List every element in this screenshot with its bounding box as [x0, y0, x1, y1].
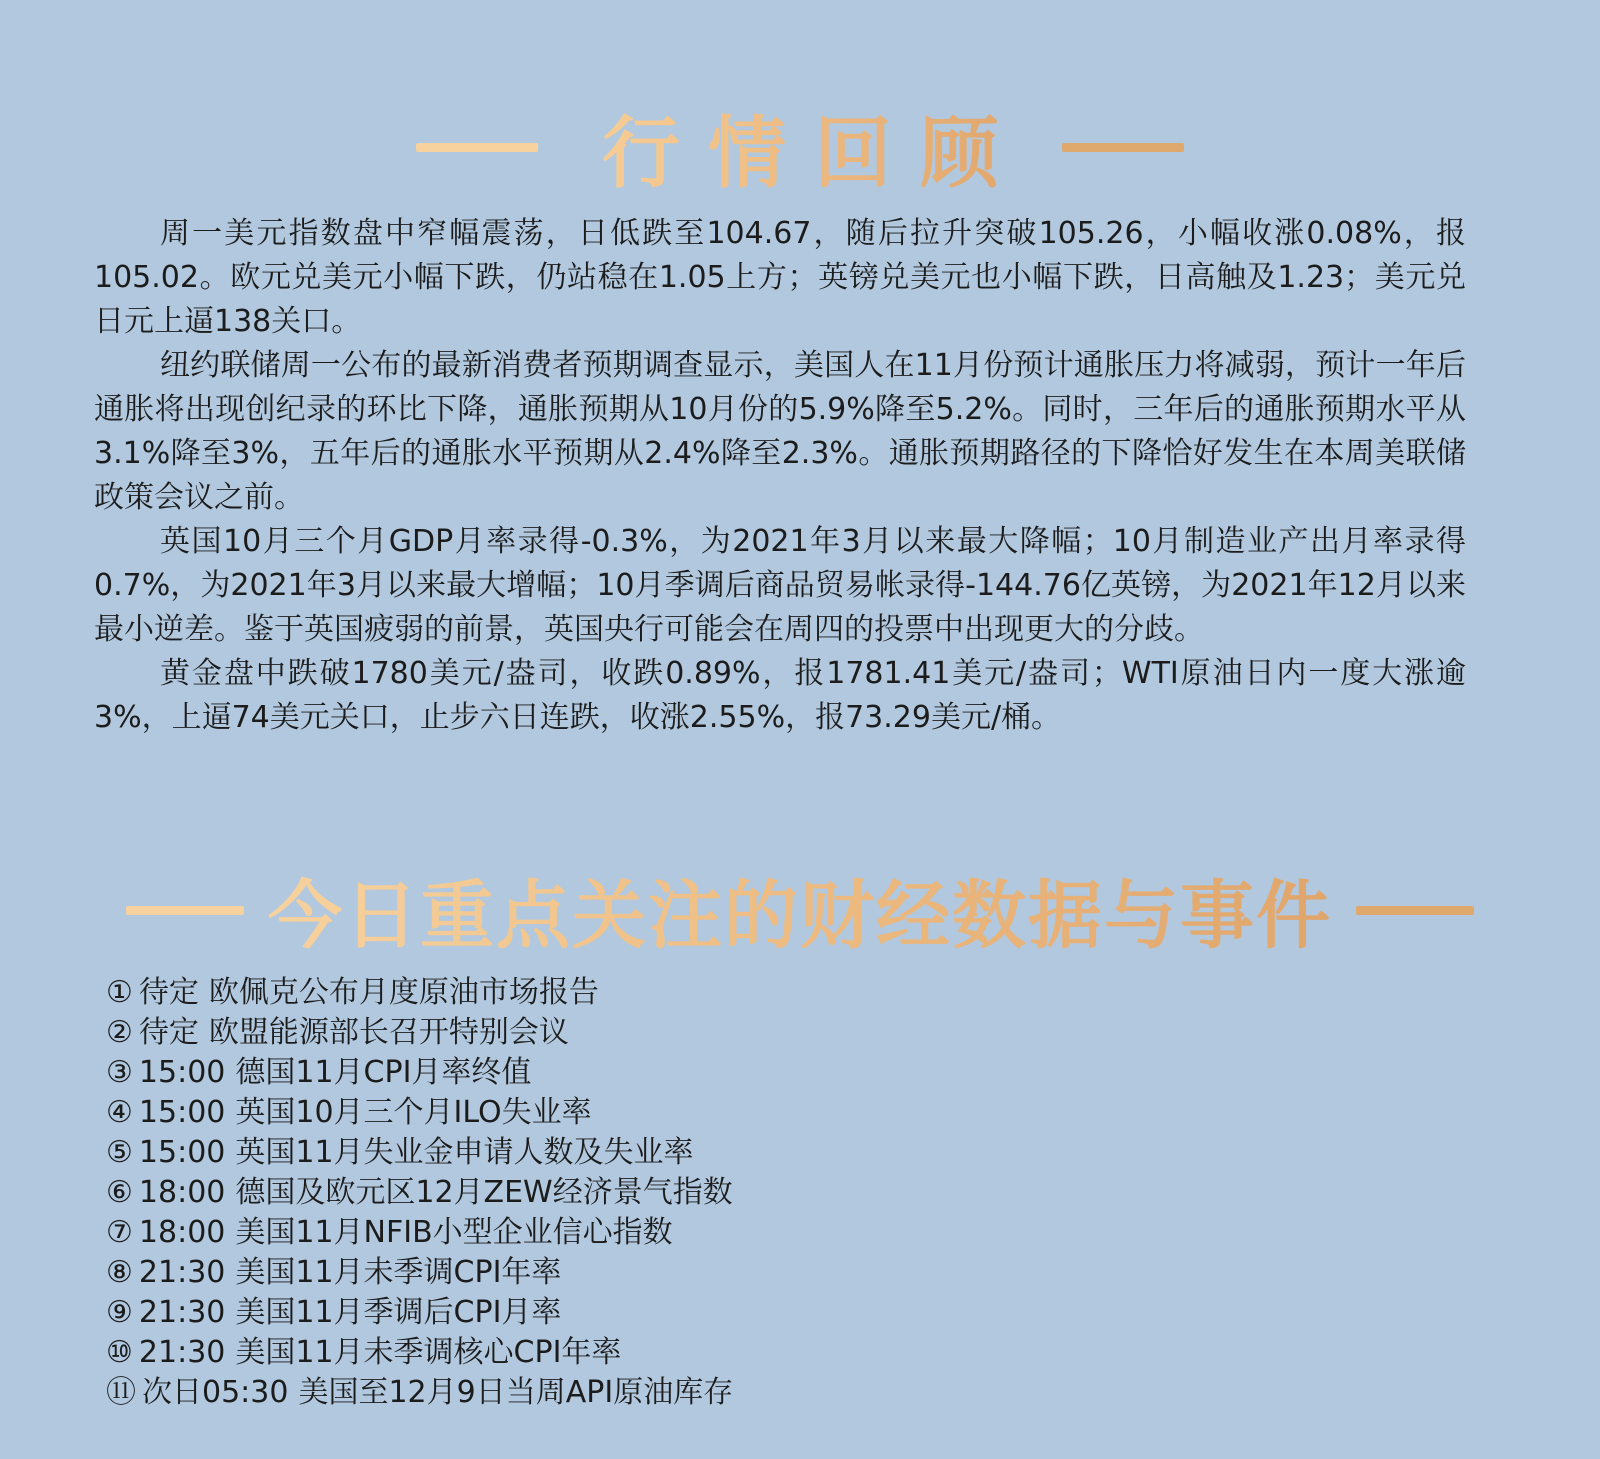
- event-description: 美国11月未季调CPI年率: [235, 1255, 562, 1290]
- event-item: [106, 1053, 733, 1093]
- event-description: 美国11月季调后CPI月率: [235, 1295, 562, 1330]
- event-number: ⑥: [106, 1175, 133, 1210]
- event-number: ⑧: [106, 1255, 133, 1290]
- event-number: ③: [106, 1055, 133, 1090]
- review-paragraph: 纽约联储周一公布的最新消费者预期调查显示，美国人在11月份预计通胀压力将减弱，预计一年后通胀将出现创纪录的环比下降，通胀预期从10月份的5.9%降至5.2%。同时，三年后的通胀预期水平从3.1%降至3%，五年后的通胀水平预期从2.4%降至2.3%。通胀预期路径的下降恰好发生在本周美联储政策会议之前。: [94, 348, 1466, 515]
- heading-rule-right: [1356, 906, 1474, 915]
- event-number: ②: [106, 1015, 133, 1050]
- event-description: 德国11月CPI月率终值: [235, 1055, 532, 1090]
- event-description: 美国11月NFIB小型企业信心指数: [235, 1215, 673, 1250]
- event-item: [106, 1133, 733, 1173]
- event-item: [106, 973, 733, 1013]
- review-body: [94, 212, 1466, 740]
- review-paragraph: 黄金盘中跌破1780美元/盎司，收跌0.89%，报1781.41美元/盎司；WTI原油日内一度大涨逾3%，上逼74美元关口，止步六日连跌，收涨2.55%，报73.29美元/桶。: [94, 656, 1466, 735]
- review-title: 行情回顾: [602, 91, 1026, 203]
- event-item: [106, 1013, 733, 1053]
- event-time: 21:30: [138, 1255, 226, 1290]
- event-item: [106, 1253, 733, 1293]
- event-description: 英国10月三个月ILO失业率: [235, 1095, 592, 1130]
- event-description: 欧佩克公布月度原油市场报告: [208, 975, 599, 1010]
- event-time: 待定: [138, 1015, 199, 1050]
- event-number: ⑪: [106, 1375, 136, 1410]
- event-time: 21:30: [138, 1335, 226, 1370]
- event-time: 15:00: [138, 1135, 226, 1170]
- event-number: ⑦: [106, 1215, 133, 1250]
- event-number: ④: [106, 1095, 133, 1130]
- event-description: 英国11月失业金申请人数及失业率: [235, 1135, 694, 1170]
- event-item: [106, 1333, 733, 1373]
- event-item: [106, 1213, 733, 1253]
- review-heading: [0, 92, 1600, 202]
- event-description: 欧盟能源部长召开特别会议: [208, 1015, 569, 1050]
- event-number: ①: [106, 975, 133, 1010]
- event-time: 18:00: [138, 1175, 226, 1210]
- event-number: ⑤: [106, 1135, 133, 1170]
- review-paragraph: 英国10月三个月GDP月率录得-0.3%，为2021年3月以来最大降幅；10月制造业产出月率录得0.7%，为2021年3月以来最大增幅；10月季调后商品贸易帐录得-144.76亿英镑，为2021年12月以来最小逆差。鉴于英国疲弱的前景，英国央行可能会在周四的投票中出现更大的分歧。: [94, 524, 1466, 647]
- events-heading: [0, 855, 1600, 965]
- event-time: 21:30: [138, 1295, 226, 1330]
- event-time: 待定: [138, 975, 199, 1010]
- event-description: 德国及欧元区12月ZEW经济景气指数: [235, 1175, 733, 1210]
- heading-rule-left: [126, 906, 244, 915]
- events-title: 今日重点关注的财经数据与事件: [268, 857, 1332, 963]
- event-description: 美国11月未季调核心CPI年率: [235, 1335, 622, 1370]
- event-number: ⑩: [106, 1335, 133, 1370]
- event-item: [106, 1293, 733, 1333]
- event-time: 次日05:30: [142, 1375, 289, 1410]
- event-time: 15:00: [138, 1055, 226, 1090]
- event-item: [106, 1373, 733, 1413]
- heading-rule-right: [1062, 143, 1184, 152]
- heading-rule-left: [416, 143, 538, 152]
- event-item: [106, 1173, 733, 1213]
- event-number: ⑨: [106, 1295, 133, 1330]
- event-description: 美国至12月9日当周API原油库存: [298, 1375, 734, 1410]
- event-time: 18:00: [138, 1215, 226, 1250]
- review-paragraph: 周一美元指数盘中窄幅震荡，日低跌至104.67，随后拉升突破105.26，小幅收涨0.08%，报105.02。欧元兑美元小幅下跌，仍站稳在1.05上方；英镑兑美元也小幅下跌，日高触及1.23；美元兑日元上逼138关口。: [94, 216, 1466, 339]
- event-time: 15:00: [138, 1095, 226, 1130]
- event-item: [106, 1093, 733, 1133]
- events-list: [106, 973, 733, 1413]
